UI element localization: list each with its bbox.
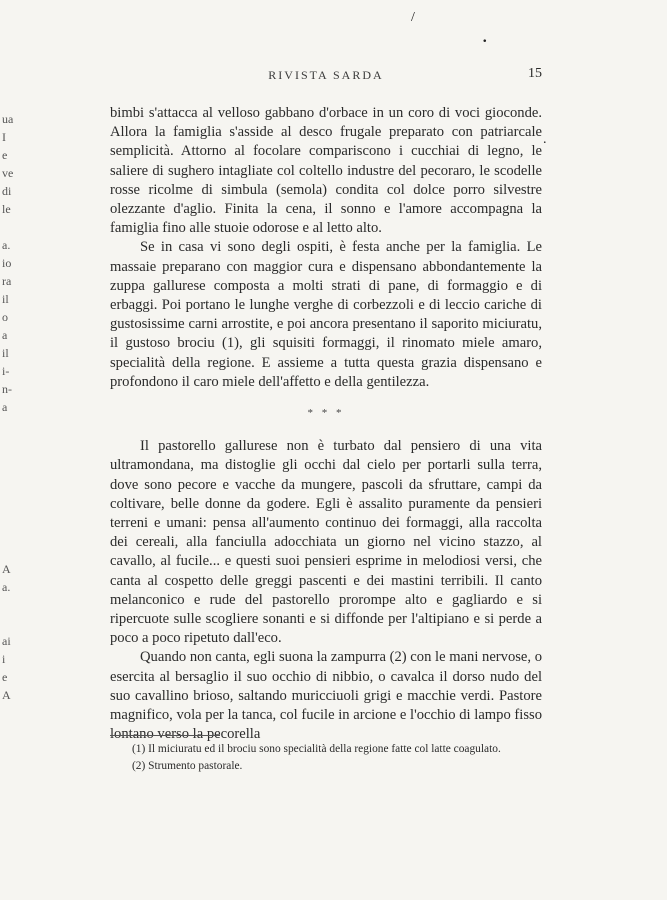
page-header (110, 66, 542, 86)
bleed-through-top: ua I e ve di le a. io ra il o a il i- n- a (2, 112, 14, 414)
ink-speck: / (411, 10, 415, 25)
ink-speck: . (543, 132, 547, 147)
bleed-through-bottom: A a. ai i e A (2, 562, 11, 702)
paragraph: bimbi s'attacca al velloso gabbano d'orbace in un coro di voci gioconde. Allora la famiglia s'asside al desco frugale preparato con patriarcale semplicità. Attorno al focolare compariscono i cucchiai di legno, le saliere di sughero intagliate col coltello industre del pecoraro, le scodelle rosse ricolme di simbula (semola) condita col dolce porro silvestre olezzante d'aglio. Finita la cena, il sonno e l'amore accompagna la famiglia fino alle stuoie odorose e al letto alto. (110, 105, 542, 237)
body-text (110, 104, 542, 745)
paragraph: Quando non canta, egli suona la zampurra (2) con le mani nervose, o esercita al bersaglio il suo occhio di nibbio, o cavalca il dorso nudo del suo cavallino brioso, saltando muricciuoli grigi e macchie verdi. Pastore magnifico, vola per la tanca, col fucile in arcione e l'occhio di lampo fisso lontano verso la pecorella (110, 649, 542, 743)
running-title: RIVISTA SARDA (268, 68, 384, 82)
footnote-divider (110, 735, 220, 736)
paragraph: Se in casa vi sono degli ospiti, è festa anche per la famiglia. Le massaie preparano con maggior cura e dispensano abbondantemente la zuppa gallurese composta a molti strati di pane, di formaggio e di erbaggi. Poi portano le lunghe verghe di corbezzoli e di leccio cariche di gustosissime carni arrostite, e poi ancora presentano il saporito miciuratu, il gustoso brociu (1), gli squisiti formaggi, il rinomato miele amaro, specialità della regione. E assieme a tutta questa grazia dispensano e profondono il caro miele dell'affetto e della gentilezza. (110, 239, 542, 390)
paragraph: Il pastorello gallurese non è turbato dal pensiero di una vita ultramondana, ma distoglie gli occhi dal cielo per portarli sulla terra, dove sono pecore e vacche da mungere, pascoli da sfruttare, campi da coltivare, belle donne da godere. Egli è assalito puramente da pensieri terreni e umani: pensa all'aumento continuo dei formaggi, alla raccolta dei cereali, alla fanciulla adocchiata un giorno nel vicino stazzo, al cavallo, al fucile... e questi suoi pensieri esprime in melodiosi versi, che canta al cospetto delle greggi pascenti e dei mastini terribili. Il canto melanconico e rude del pastorello prorompe alto e gagliardo e si ripercuote sulle scogliere sonanti e si diffonde per l'altipiano e si perde a poco a poco ripetuto dall'eco. (110, 438, 542, 647)
footnotes (110, 742, 542, 776)
page-number: 15 (528, 66, 542, 81)
footnote: (2) Strumento pastorale. (132, 760, 243, 772)
ink-speck: . (482, 22, 488, 47)
footnote: (1) Il miciuratu ed il brociu sono specialità della regione fatte col latte coagulato. (132, 743, 501, 755)
section-separator: * * * (307, 407, 345, 420)
